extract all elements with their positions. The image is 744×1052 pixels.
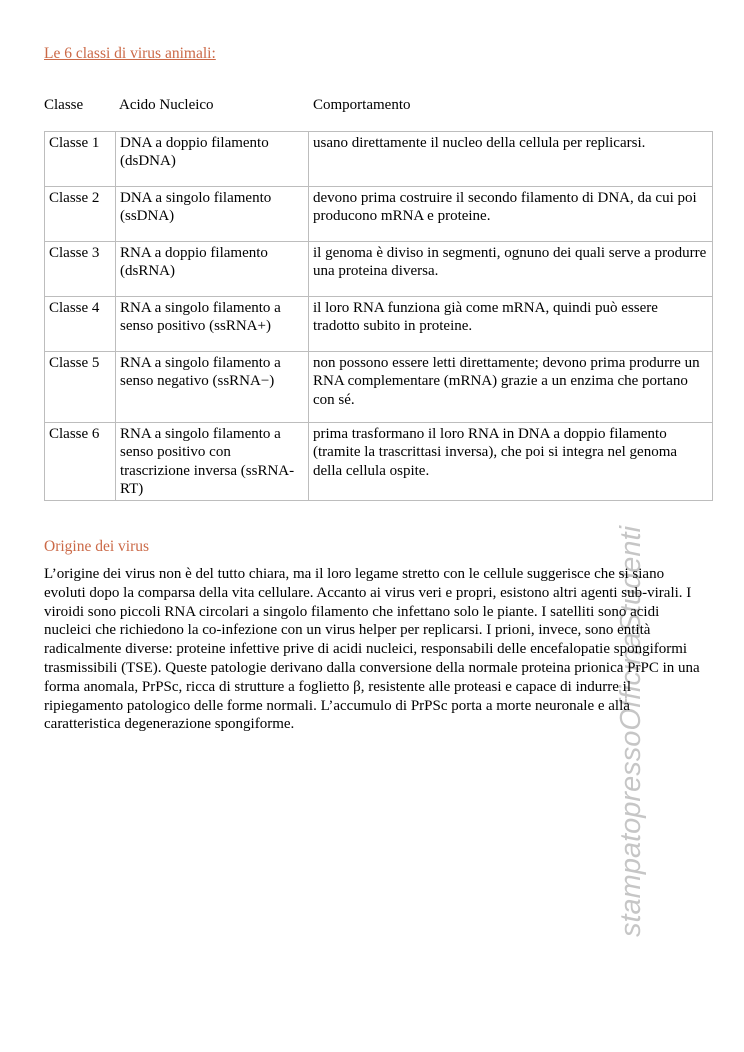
page-title: Le 6 classi di virus animali: (44, 45, 216, 62)
table-cell-acido: RNA a singolo filamento a senso negativo (ssRNA−) (116, 352, 309, 423)
table-cell-comportamento: usano direttamente il nucleo della cellula per replicarsi. (309, 132, 713, 187)
table-row (45, 423, 713, 501)
table-cell-comportamento: devono prima costruire il secondo filamento di DNA, da cui poi producono mRNA e proteine. (309, 187, 713, 242)
watermark-text: stampatopressoOfficinaStudenti (615, 525, 647, 937)
table-cell-acido: RNA a singolo filamento a senso positivo (ssRNA+) (116, 297, 309, 352)
table-cell-classe: Classe 6 (45, 423, 116, 501)
table-row (45, 242, 713, 297)
column-header-classe: Classe (44, 97, 84, 113)
column-header-acido-nucleico: Acido Nucleico (119, 97, 214, 113)
virus-class-table-body (45, 132, 713, 501)
table-row (45, 187, 713, 242)
section-heading-origine-dei-virus: Origine dei virus (44, 538, 150, 555)
column-header-comportamento: Comportamento (313, 97, 411, 113)
table-cell-comportamento: non possono essere letti direttamente; devono prima produrre un RNA complementare (mRNA) grazie a un enzima che portano con sé. (309, 352, 713, 423)
table-cell-classe: Classe 4 (45, 297, 116, 352)
virus-classes-table (44, 131, 713, 501)
table-cell-acido: RNA a singolo filamento a senso positivo con trascrizione inversa (ssRNA-RT) (116, 423, 309, 501)
table-cell-classe: Classe 5 (45, 352, 116, 423)
table-row (45, 132, 713, 187)
table-cell-classe: Classe 3 (45, 242, 116, 297)
table-cell-classe: Classe 1 (45, 132, 116, 187)
table-cell-acido: DNA a singolo filamento (ssDNA) (116, 187, 309, 242)
table-cell-comportamento: il loro RNA funziona già come mRNA, quindi può essere tradotto subito in proteine. (309, 297, 713, 352)
table-row (45, 297, 713, 352)
table-cell-comportamento: prima trasformano il loro RNA in DNA a doppio filamento (tramite la trascrittasi inversa), che poi si integra nel genoma della cellula ospite. (309, 423, 713, 501)
table-cell-acido: RNA a doppio filamento (dsRNA) (116, 242, 309, 297)
table-cell-acido: DNA a doppio filamento (dsDNA) (116, 132, 309, 187)
table-row (45, 352, 713, 423)
table-cell-comportamento: il genoma è diviso in segmenti, ognuno dei quali serve a produrre una proteina diversa. (309, 242, 713, 297)
section-body-text: L’origine dei virus non è del tutto chiara, ma il loro legame stretto con le cellule suggerisce che si siano evoluti dopo la comparsa della vita cellulare. Accanto ai virus veri e propri, esistono altri agenti sub-virali. I viroidi sono piccoli RNA circolari a singolo filamento che infettano solo le piante. I satelliti sono acidi nucleici che richiedono la co-infezione con un virus helper per replicarsi. I prioni, invece, sono entità radicalmente diverse: proteine infettive prive di acidi nucleici, responsabili delle encefalopatie spongiformi trasmissibili (TSE). Queste patologie derivano dalla conversione della normale proteina prionica PrPC in una forma anomala, PrPSc, ricca di strutture a foglietto β, resistente alle proteasi e capace di indurre il ripiegamento patologico delle forme normali. L’accumulo di PrPSc porta a morte neuronale e alla caratteristica degenerazione spongiforme. (44, 566, 700, 733)
table-cell-classe: Classe 2 (45, 187, 116, 242)
